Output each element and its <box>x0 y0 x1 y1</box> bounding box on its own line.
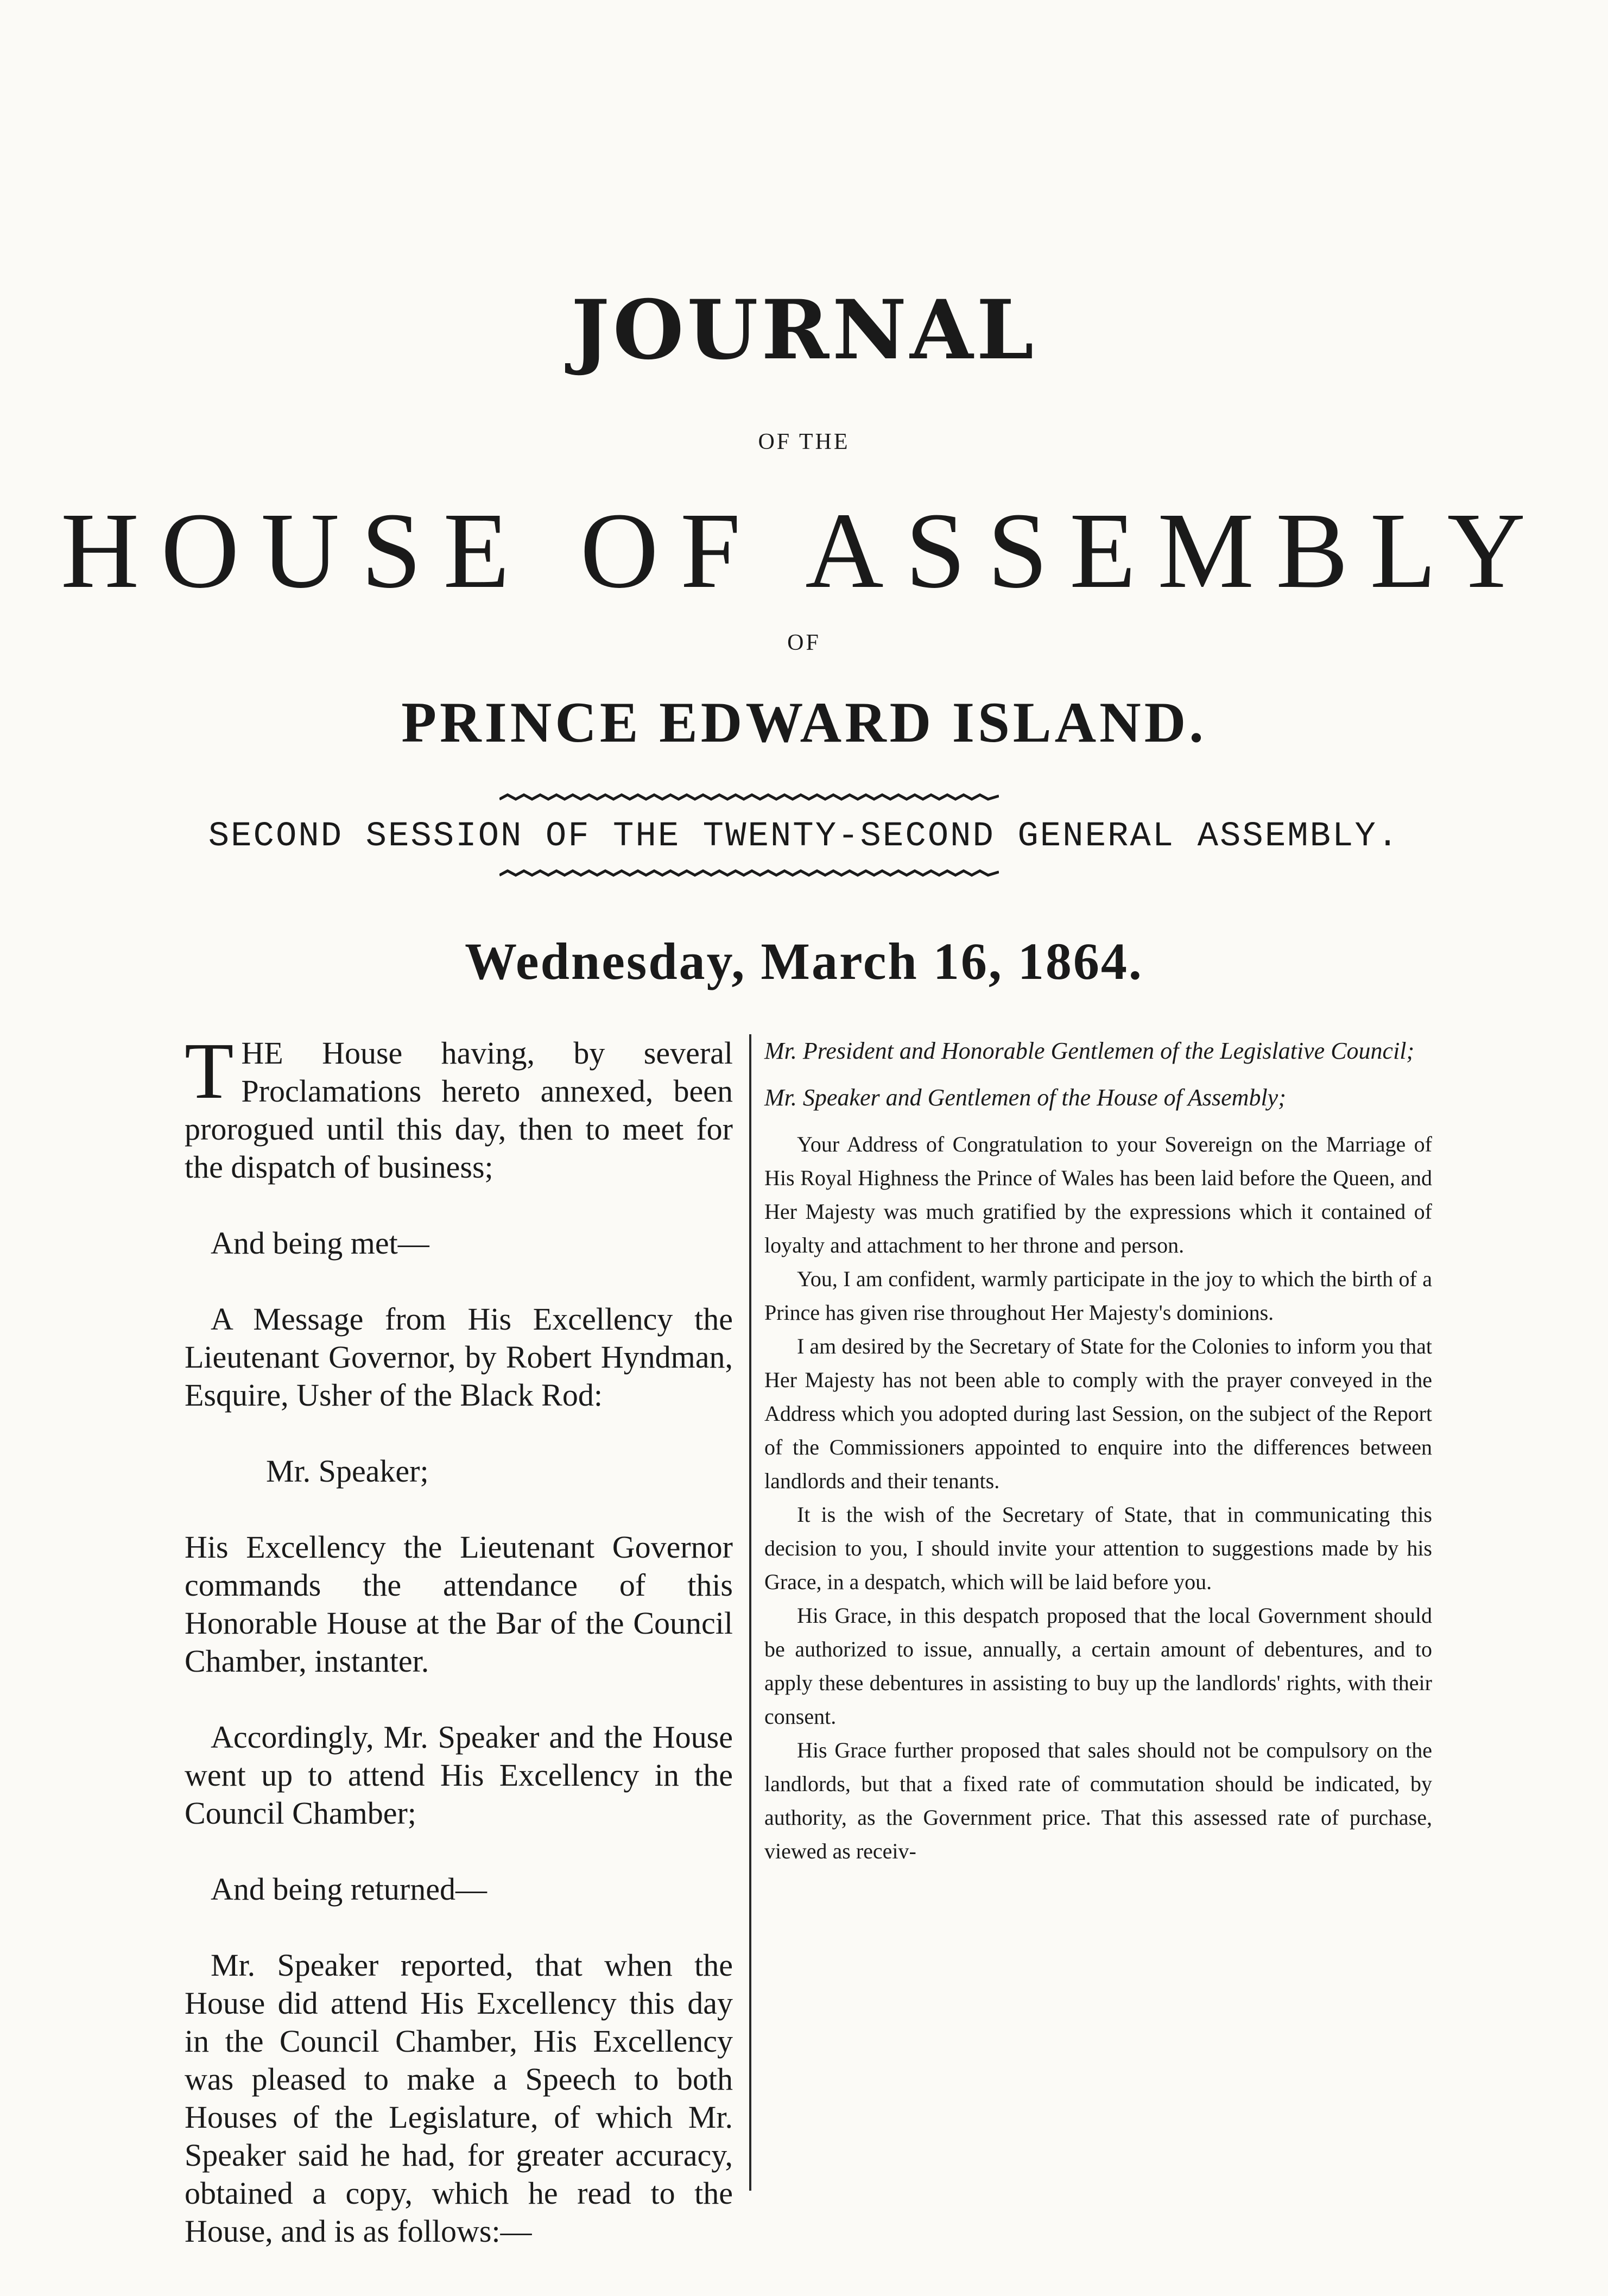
being-returned: And being returned— <box>211 1871 487 1907</box>
drop-cap: T <box>185 1027 234 1116</box>
journal-title: JOURNAL <box>571 282 1037 378</box>
salutation-council: Mr. President and Honorable Gentlemen of the Legislative Council; <box>764 1038 1415 1064</box>
speech-paragraph: His Grace, in this despatch proposed that the local Government should be authorized to issue, annually, a certain amount of debentures, and to apply these debentures in assisting to buy up the landlords' rights, with their consent. <box>764 1603 1432 1729</box>
wavy-rule-top <box>499 793 999 806</box>
message-paragraph: A Message from His Excellency the Lieutenant Governor, by Robert Hyndman, Esquire, Usher of the Black Rod: <box>185 1301 733 1413</box>
speech-paragraph: It is the wish of the Secretary of State, that in communicating this decision to you, I should invite your attention to suggestions made by his Grace, in a despatch, which will be laid before you. <box>764 1502 1432 1594</box>
session-date: Wednesday, March 16, 1864. <box>465 932 1143 990</box>
of-label: OF <box>787 630 821 655</box>
speech-paragraph: You, I am confident, warmly participate in the joy to which the birth of a Prince has given rise throughout Her Majesty's dominions. <box>764 1267 1432 1325</box>
opening-text: HE House having, by several Proclamations hereto annexed, been prorogued until this day, then to meet for the dispatch of business; <box>185 1035 733 1185</box>
left-column <box>185 1027 733 2288</box>
house-of-assembly-title: HOUSE OF ASSEMBLY <box>60 491 1548 611</box>
accordingly-paragraph: Accordingly, Mr. Speaker and the House went up to attend His Excellency in the Council Chamber; <box>185 1719 733 1831</box>
right-column <box>764 1034 1432 1868</box>
prince-edward-island-title: PRINCE EDWARD ISLAND. <box>401 691 1207 754</box>
command-paragraph: His Excellency the Lieutenant Governor commands the attendance of this Honorable House at the Bar of the Council Chamber, instanter. <box>185 1529 733 1679</box>
speech-paragraph: I am desired by the Secretary of State for the Colonies to inform you that Her Majesty has not been able to comply with the prayer conveyed in the Address which you adopted during last Session, on the subject of the Report of the Commissioners appointed to enquire into the differences between landlords and their tenants. <box>764 1334 1432 1493</box>
wavy-rule-bottom <box>499 869 999 882</box>
mr-speaker-address: Mr. Speaker; <box>266 1453 429 1489</box>
session-title: SECOND SESSION OF THE TWENTY-SECOND GENERAL ASSEMBLY. <box>208 817 1400 856</box>
salutation-assembly: Mr. Speaker and Gentlemen of the House of Assembly; <box>764 1084 1286 1111</box>
speech-paragraph: His Grace further proposed that sales should not be compulsory on the landlords, but that a fixed rate of commutation should be indicated, by authority, as the Government price. That this assessed rate of purchase, viewed as receiv- <box>764 1738 1432 1863</box>
of-the-label: OF THE <box>758 429 850 454</box>
opening-paragraph <box>185 1027 733 1186</box>
column-divider <box>749 1034 751 2191</box>
speaker-report-paragraph: Mr. Speaker reported, that when the House did attend His Excellency this day in the Council Chamber, His Excellency was pleased to make a Speech to both Houses of the Legislature, of which Mr. Speaker said he had, for greater accuracy, obtained a copy, which he read to the House, and is as follows:— <box>185 1947 733 2249</box>
speech-paragraph: Your Address of Congratulation to your Sovereign on the Marriage of His Royal Highness the Prince of Wales has been laid before the Queen, and Her Majesty was much gratified by the expressions which it contained of loyalty and attachment to her throne and person. <box>764 1132 1432 1257</box>
speech-body <box>764 1128 1432 1868</box>
being-met: And being met— <box>211 1225 429 1261</box>
